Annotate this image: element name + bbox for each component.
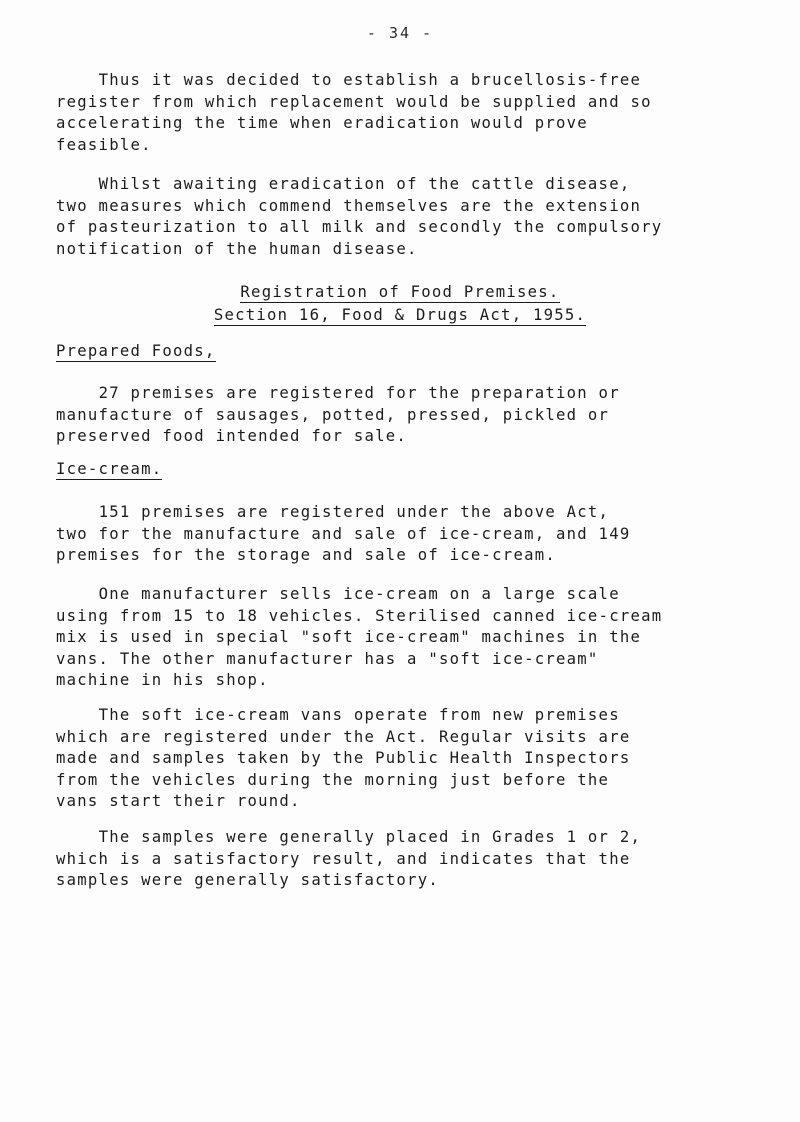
- prepared-foods-heading: [56, 341, 216, 363]
- registration-section-heading: [0, 305, 800, 327]
- paragraph-ice-cream-premises: 151 premises are registered under the above Act, two for the manufacture and sale of ice-cream, and 149 premises for the storage and sale of ice-cream.: [56, 503, 631, 564]
- prepared-foods-label: Prepared Foods,: [56, 342, 216, 360]
- paragraph-sample-grades: The samples were generally placed in Grades 1 or 2, which is a satisfactory result, and indicates that the samples were generally satisfactory.: [56, 828, 642, 889]
- ice-cream-heading: [56, 459, 162, 481]
- paragraph-awaiting-eradication: Whilst awaiting eradication of the cattle disease, two measures which commend themselves are the extension of pasteurization to all milk and secondly the compulsory notification of the human disease.: [56, 175, 663, 258]
- paragraph-prepared-foods: 27 premises are registered for the preparation or manufacture of sausages, potted, pressed, pickled or preserved food intended for sale.: [56, 384, 620, 445]
- ice-cream-label: Ice-cream.: [56, 460, 163, 478]
- paragraph-brucellosis-register: Thus it was decided to establish a brucellosis-free register from which replacement would be supplied and so accelerating the time when eradication would prove feasible.: [56, 71, 652, 154]
- page-number: - 34 -: [366, 24, 434, 42]
- paragraph-soft-ice-cream-vans: The soft ice-cream vans operate from new premises which are registered under the Act. Regular visits are made and samples taken by the Public Health Inspectors from the vehicles during the morning just before the vans start their round.: [56, 706, 631, 810]
- registration-title: Registration of Food Premises.: [240, 283, 560, 301]
- registration-section: Section 16, Food & Drugs Act, 1955.: [213, 306, 587, 324]
- registration-heading: [0, 282, 800, 304]
- paragraph-manufacturer-vehicles: One manufacturer sells ice-cream on a large scale using from 15 to 18 vehicles. Sterilised canned ice-cream mix is used in special "soft ice-cream" machines in the vans. The other manufacturer has a "soft ice-cream" machine in his shop.: [56, 585, 663, 689]
